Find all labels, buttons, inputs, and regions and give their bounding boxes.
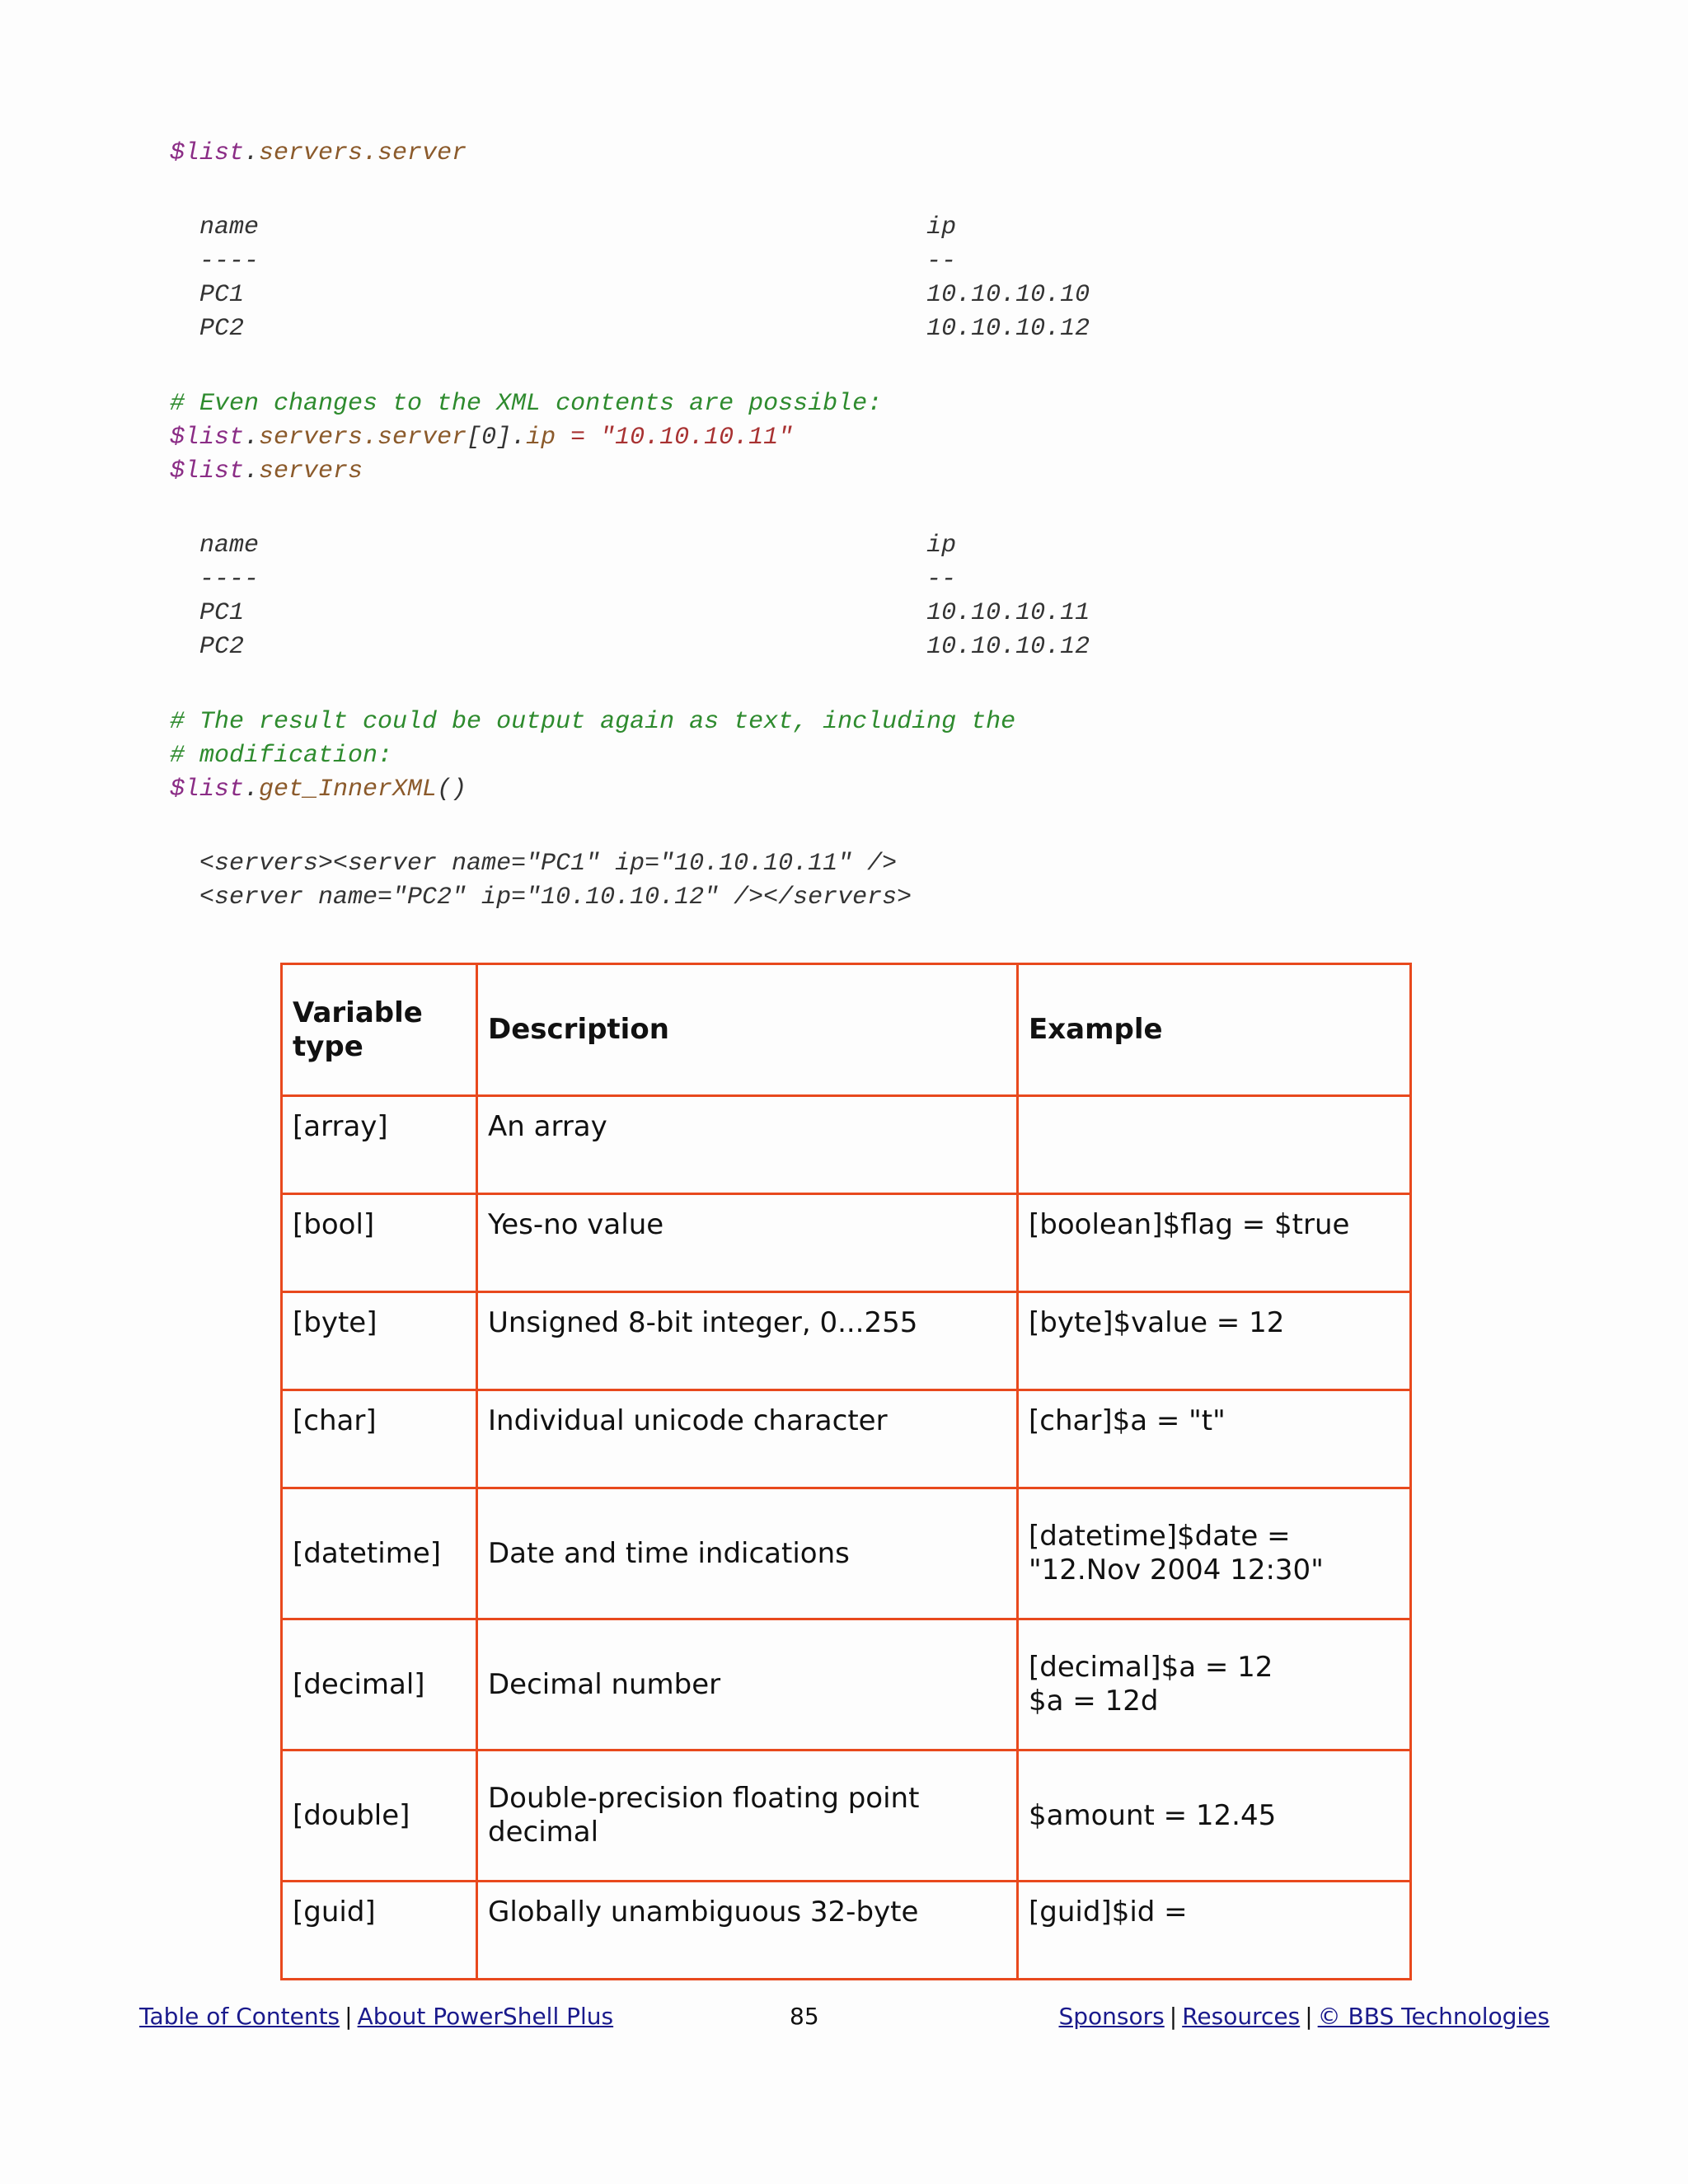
output-xml [170,847,912,915]
page-number: 85 [790,2003,819,2030]
table-row [282,1750,1411,1882]
cell-description: Unsigned 8-bit integer, 0...255 [477,1292,1018,1390]
cell-type: [char] [282,1390,477,1488]
output-table-1 [170,211,1090,346]
link-about-powershell-plus[interactable]: About PowerShell Plus [357,2003,614,2030]
footer-right-links [1059,2003,1550,2030]
link-bbs-technologies[interactable]: © BBS Technologies [1317,2003,1550,2030]
cell-example: [decimal]$a = 12 $a = 12d [1018,1619,1411,1750]
cell-type: [decimal] [282,1619,477,1750]
cell-description: Yes-no value [477,1194,1018,1292]
cell-description: Double-precision floating point decimal [477,1750,1018,1882]
link-sponsors[interactable]: Sponsors [1058,2003,1165,2030]
output-row: PC2 10.10.10.12 [170,315,1090,343]
cell-description: Decimal number [477,1619,1018,1750]
table-row [282,1619,1411,1750]
table-row [282,1096,1411,1194]
output-rule: ---- -- [170,247,957,275]
table-row [282,1488,1411,1619]
code-comment: # The result could be output again as text, including the [170,708,1016,736]
header-description: Description [477,964,1018,1096]
output-rule: ---- -- [170,565,957,593]
cell-type: [datetime] [282,1488,477,1619]
variable-types-table [280,963,1412,1980]
code-block-modify: # Even changes to the XML contents are possible: $list.servers.server[0].ip = "10.10.10.11" $list.servers [170,390,883,485]
cell-example: [datetime]$date = "12.Nov 2004 12:30" [1018,1488,1411,1619]
output-line: <server name="PC2" ip="10.10.10.12" /></servers> [170,883,912,912]
code-block-inner-xml: # The result could be output again as text, including the # modification: $list.get_InnerXML() [170,708,1016,804]
cell-description: Globally unambiguous 32-byte [477,1882,1018,1980]
cell-type: [array] [282,1096,477,1194]
output-header: name ip [170,532,957,560]
cell-example [1018,1096,1411,1194]
output-row: PC2 10.10.10.12 [170,633,1090,661]
link-resources[interactable]: Resources [1182,2003,1301,2030]
code-block-list-servers: $list.servers.server [170,139,467,167]
header-example: Example [1018,964,1411,1096]
output-row: PC1 10.10.10.10 [170,281,1090,309]
output-header: name ip [170,213,957,241]
link-table-of-contents[interactable]: Table of Contents [139,2003,340,2030]
cell-description: Date and time indications [477,1488,1018,1619]
code-comment: # Even changes to the XML contents are possible: [170,390,883,418]
code-comment: # modification: [170,742,393,770]
table-row [282,1882,1411,1980]
table-row [282,1292,1411,1390]
output-line: <servers><server name="PC1" ip="10.10.10.11" /> [170,850,898,878]
cell-type: [byte] [282,1292,477,1390]
cell-type: [guid] [282,1882,477,1980]
header-variable-type: Variable type [282,964,477,1096]
cell-description: Individual unicode character [477,1390,1018,1488]
cell-description: An array [477,1096,1018,1194]
cell-example: $amount = 12.45 [1018,1750,1411,1882]
cell-example: [byte]$value = 12 [1018,1292,1411,1390]
footer-separator: | [1169,2003,1178,2030]
footer-left-links [139,2003,613,2030]
cell-type: [bool] [282,1194,477,1292]
output-row: PC1 10.10.10.11 [170,599,1090,627]
table-row [282,1390,1411,1488]
footer-separator: | [1305,2003,1313,2030]
table-header-row [282,964,1411,1096]
cell-example: [boolean]$flag = $true [1018,1194,1411,1292]
cell-type: [double] [282,1750,477,1882]
output-table-2 [170,529,1090,664]
footer-separator: | [345,2003,353,2030]
table-row [282,1194,1411,1292]
cell-example: [guid]$id = [1018,1882,1411,1980]
cell-example: [char]$a = "t" [1018,1390,1411,1488]
